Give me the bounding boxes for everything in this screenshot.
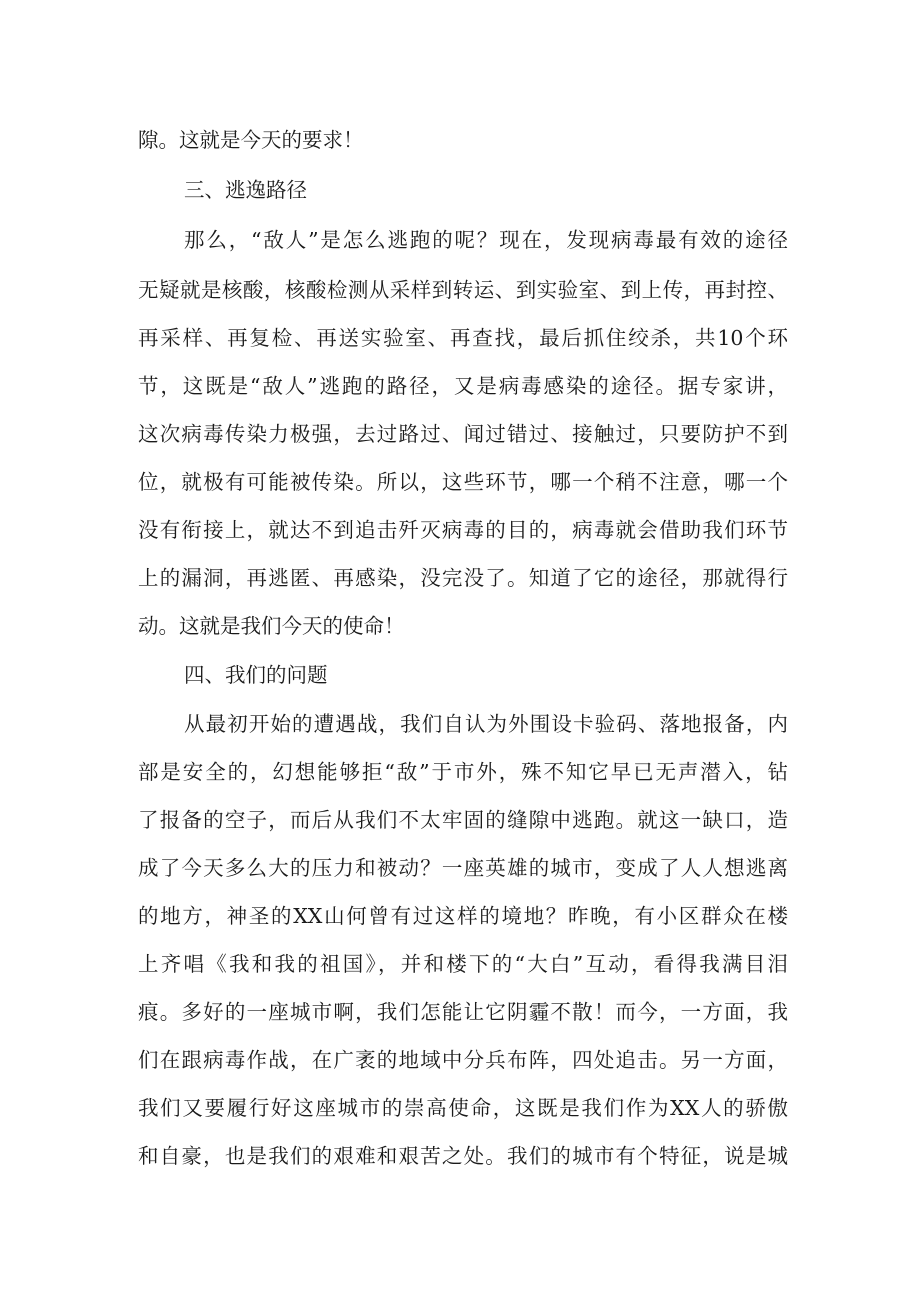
text-line: 我们又要履行好这座城市的崇高使命，这既是我们作为XX人的骄傲: [138, 1096, 788, 1120]
text-line: 们在跟病毒作战，在广袤的地域中分兵布阵，四处追击。另一方面，: [138, 1048, 788, 1072]
text-line: 这次病毒传染力极强，去过路过、闻过错过、接触过，只要防护不到: [138, 422, 788, 446]
text-line: 了报备的空子，而后从我们不太牢固的缝隙中逃跑。就这一缺口，造: [138, 808, 788, 832]
text-line: 和自豪，也是我们的艰难和艰苦之处。我们的城市有个特征，说是城: [138, 1144, 788, 1168]
text-line: 上的漏洞，再逃匿、再感染，没完没了。知道了它的途径，那就得行: [138, 566, 788, 590]
text-line: 上齐唱《我和我的祖国》，并和楼下的“大白”互动，看得我满目泪: [138, 952, 788, 976]
text-line: 痕。多好的一座城市啊，我们怎能让它阴霾不散！而今，一方面，我: [138, 1000, 788, 1024]
text-line: 成了今天多么大的压力和被动？一座英雄的城市，变成了人人想逃离: [138, 856, 788, 880]
section-heading-our-problems: 四、我们的问题: [184, 663, 328, 687]
text-line: 位，就极有可能被传染。所以，这些环节，哪一个稍不注意，哪一个: [138, 470, 788, 494]
text-line: 从最初开始的遭遇战，我们自认为外围设卡验码、落地报备，内: [184, 712, 788, 736]
text-line: 节，这既是“敌人”逃跑的路径，又是病毒感染的途径。据专家讲，: [138, 374, 788, 398]
text-line: 那么，“敌人”是怎么逃跑的呢？现在，发现病毒最有效的途径: [184, 228, 788, 252]
text-line: 动。这就是我们今天的使命！: [138, 614, 405, 638]
text-line: 部是安全的，幻想能够拒“敌”于市外，殊不知它早已无声潜入，钻: [138, 760, 788, 784]
text-line: 隙。这就是今天的要求！: [138, 128, 364, 152]
text-line: 再采样、再复检、再送实验室、再查找，最后抓住绞杀，共10个环: [138, 326, 788, 350]
text-line: 没有衔接上，就达不到追击歼灭病毒的目的，病毒就会借助我们环节: [138, 518, 788, 542]
text-line: 的地方，神圣的XX山何曾有过这样的境地？昨晚，有小区群众在楼: [138, 904, 788, 928]
section-heading-escape-path: 三、逃逸路径: [184, 178, 307, 202]
text-line: 无疑就是核酸，核酸检测从采样到转运、到实验室、到上传，再封控、: [138, 278, 788, 302]
